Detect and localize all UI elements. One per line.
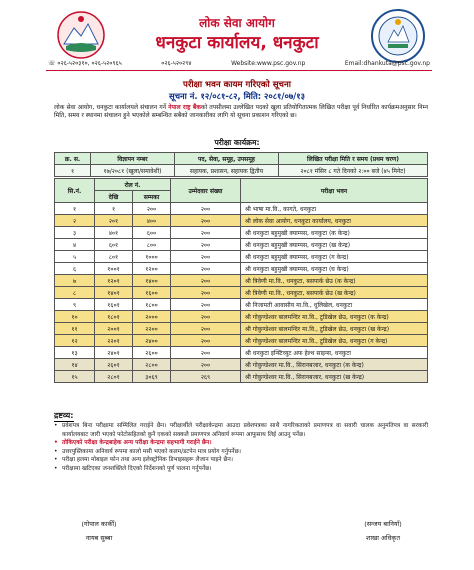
notice-intro	[54, 104, 428, 121]
cell-count: २००	[171, 239, 241, 251]
signatory-title: नायब सुब्बा	[85, 534, 113, 542]
cell-sn: १	[55, 203, 95, 215]
signature-left	[54, 517, 144, 545]
cell-venue: श्री निजामती आवासीय मा.वि., धुलिखेल, धनकुटा	[241, 299, 428, 311]
cell-venue: श्री लोक सेवा आयोग, धनकुटा कार्यालय, धनकुटा	[241, 215, 428, 227]
program-header: लिखित परीक्षा मिति र समय (प्रथम चरण)	[279, 153, 428, 165]
venue-row	[55, 251, 428, 263]
cell-roll-from: १६०१	[95, 299, 133, 311]
header-count: उम्मेदवार संख्या	[171, 179, 241, 203]
cell-roll-from: २००१	[95, 323, 133, 335]
cell-count: २००	[171, 335, 241, 347]
venue-row	[55, 359, 428, 371]
cell-roll-from: २६०१	[95, 359, 133, 371]
org-name-line2: धनकुटा कार्यालय, धनकुटा	[155, 33, 319, 53]
cell-roll-to: २००	[133, 203, 171, 215]
notes-list	[54, 422, 428, 474]
cell-roll-to: १६००	[133, 287, 171, 299]
cell-roll-to: १४००	[133, 275, 171, 287]
cell-count: २००	[171, 323, 241, 335]
cell-count: २००	[171, 311, 241, 323]
venue-row	[55, 287, 428, 299]
email-link[interactable]: Email:dhankuta@psc.gov.np	[344, 59, 430, 67]
cell-roll-from: १२०१	[95, 275, 133, 287]
cell-count: २६९	[171, 371, 241, 383]
cell-sn: ४	[55, 239, 95, 251]
header-divider	[46, 70, 432, 71]
cell-sn: ५	[55, 251, 95, 263]
cell-sn: २	[55, 215, 95, 227]
contact-bar	[48, 58, 430, 68]
cell-sn: १३	[55, 347, 95, 359]
cell-sn: १२	[55, 335, 95, 347]
cell-roll-from: ८०१	[95, 251, 133, 263]
cell-sn: ९	[55, 299, 95, 311]
venue-row	[55, 215, 428, 227]
cell-venue: श्री धनकुटा बहुमुखी क्याम्पस, धनकुटा (ख केन्द्र)	[241, 239, 428, 251]
cell-roll-to: ४००	[133, 215, 171, 227]
cell-roll-from: २४०१	[95, 347, 133, 359]
venue-row	[55, 227, 428, 239]
cell-roll-from: १००१	[95, 263, 133, 275]
cell-roll-from: १८०१	[95, 311, 133, 323]
signature-right	[338, 517, 428, 545]
cell-roll-to: ६००	[133, 227, 171, 239]
cell-count: २००	[171, 275, 241, 287]
cell-count: २००	[171, 263, 241, 275]
venue-row	[55, 203, 428, 215]
cell-count: २००	[171, 203, 241, 215]
cell-roll-to: १०००	[133, 251, 171, 263]
cell-sn: १०	[55, 311, 95, 323]
program-cell: १	[55, 165, 91, 177]
cell-count: २००	[171, 251, 241, 263]
cell-roll-from: ६०१	[95, 239, 133, 251]
cell-venue: श्री धनकुटा बहुमुखी क्याम्पस, धनकुटा (ग केन्द्र)	[241, 251, 428, 263]
cell-sn: ११	[55, 323, 95, 335]
venue-row	[55, 275, 428, 287]
venue-row	[55, 371, 428, 383]
cell-venue: श्री भाषा मा.वि., कागते, धनकुटा	[241, 203, 428, 215]
cell-roll-to: २६००	[133, 347, 171, 359]
program-cell: १७/२०८१ (खुला/समावेशी)	[91, 165, 175, 177]
cell-count: २००	[171, 227, 241, 239]
cell-venue: श्री गोकुण्डेश्वर बालमन्दिर मा.वि., टुडिखेल छेउ, धनकुटा (ख केन्द्र)	[241, 323, 428, 335]
cell-venue: श्री धनकुटा बहुमुखी क्याम्पस, धनकुटा (क केन्द्र)	[241, 227, 428, 239]
intro-text-a: लोक सेवा आयोग, धनकुटा कार्यालयले संचालन गर्ने	[54, 104, 169, 111]
note-item: • प्रवेशपत्र बिना परीक्षामा सम्मिलित गराईने छैन। परीक्षार्थीले परीक्षाकेन्द्रमा आउदा प्रवेशपत्रका साथै नागरिकताको प्रमाणपत्र वा सवारी चालक अनुमतिपत्र वा सरकारी कार्यालयबाट जारी भएको फोटोसहितको कुनै एकको सक्कलै प्रमाणपत्र अनिवार्य रूपमा आफूसाथ लिई आउनु पर्नेछ।	[54, 422, 428, 439]
program-label-text: परीक्षा कार्यक्रम:	[214, 138, 260, 147]
header-roll-to: सम्मका	[133, 191, 171, 203]
exam-venue-table	[54, 178, 428, 383]
cell-venue: श्री गोकुण्डेश्वर बालमन्दिर मा.वि., टुडिखेल छेउ, धनकुटा (क केन्द्र)	[241, 311, 428, 323]
signatory-title: शाखा अधिकृत	[366, 534, 400, 542]
header-venue: परीक्षा भवन	[241, 179, 428, 203]
cell-venue: श्री गोकुण्डेश्वर मा.वि., सिरानबजार, धनकुटा (ख केन्द्र)	[241, 371, 428, 383]
cell-count: २००	[171, 347, 241, 359]
program-cell: सहायक, प्रशासन, सहायक द्वितीय	[175, 165, 279, 177]
cell-count: २००	[171, 299, 241, 311]
intro-text-b: को तपसीलमा उल्लेखित पदको खुला प्रतियोगितात्मक लिखित परीक्षा पूर्व निर्धारित कार्यक्रमअनुसार निम्न मिति, समय र स्थानमा संचालन हुने भएकोले सम्बन्धित सबैको जानकारीका लागि यो सूचना प्रकाशन गरिएको छ।	[54, 104, 429, 120]
cell-venue: श्री त्रिवेणी मा.वि., धनकुटा, बसपार्क छेउ (क केन्द्र)	[241, 275, 428, 287]
phone-numbers: ☏ ०२६-५२०३१०, ०२६-५२०९६५	[48, 60, 122, 67]
venue-row	[55, 311, 428, 323]
signatory-name: (सन्जय बानियाँ)	[364, 520, 402, 528]
venue-row	[55, 347, 428, 359]
program-cell: २०८१ मंसिर ८ गते दिनको २:०० बजे (४५ मिनेट)	[279, 165, 428, 177]
cell-roll-to: २०००	[133, 311, 171, 323]
cell-sn: १५	[55, 371, 95, 383]
cell-roll-from: २२०१	[95, 335, 133, 347]
note-item: • परीक्षा हलमा मोबाइल फोन तथा अन्य इलेक्ट्रोनिक डिभाइसहरू लैजान पाइने छैन।	[54, 456, 428, 465]
cell-roll-to: ८००	[133, 239, 171, 251]
cell-sn: ६	[55, 263, 95, 275]
program-label	[0, 138, 474, 148]
org-name-line1: लोक सेवा आयोग	[199, 16, 275, 30]
cell-count: २००	[171, 359, 241, 371]
notice-title: परीक्षा भवन कायम गरिएको सूचना	[183, 80, 291, 90]
venue-row	[55, 335, 428, 347]
program-header: विज्ञापन नम्बर	[91, 153, 175, 165]
cell-count: २००	[171, 215, 241, 227]
cell-roll-to: ३०६९	[133, 371, 171, 383]
cell-roll-from: १	[95, 203, 133, 215]
cell-roll-from: २०१	[95, 215, 133, 227]
website-link[interactable]: Website:www.psc.gov.np	[231, 59, 306, 67]
note-item: • तोकिएको परीक्षा केन्द्रबाहेक अन्य परीक्षा केन्द्रमा सहभागी गराईने छैन।	[54, 439, 428, 448]
cell-sn: ८	[55, 287, 95, 299]
cell-venue: श्री धनकुटा इन्स्टिच्युट अफ हेल्थ साइन्स, धनकुटा	[241, 347, 428, 359]
header-sn: सि.नं.	[55, 179, 95, 203]
program-table	[54, 152, 428, 177]
note-item: • उत्तरपुस्तिकामा अनिवार्य रूपमा कालो मसी भएको कलम/डटपेन मात्र प्रयोग गर्नुपर्नेछ।	[54, 448, 428, 457]
venue-header-row	[55, 179, 428, 191]
note-item: • परीक्षामा खटिएका जनशक्तिले दिएको निर्देशनको पूर्ण पालना गर्नुपर्नेछ।	[54, 465, 428, 474]
program-header: क्र. स.	[55, 153, 91, 165]
cell-roll-from: २८०१	[95, 371, 133, 383]
signatory-name: (गोपाल कार्की)	[81, 520, 117, 528]
cell-sn: ३	[55, 227, 95, 239]
cell-venue: श्री गोकुण्डेश्वर मा.वि., सिरानबजार, धनकुटा (क केन्द्र)	[241, 359, 428, 371]
cell-roll-to: १२००	[133, 263, 171, 275]
cell-venue: श्री गोकुण्डेश्वर बालमन्दिर मा.वि., टुडिखेल छेउ, धनकुटा (ग केन्द्र)	[241, 335, 428, 347]
cell-venue: श्री धनकुटा बहुमुखी क्याम्पस, धनकुटा (घ केन्द्र)	[241, 263, 428, 275]
cell-roll-to: १८००	[133, 299, 171, 311]
cell-roll-from: १४०१	[95, 287, 133, 299]
venue-table-body	[55, 203, 428, 383]
cell-sn: १४	[55, 359, 95, 371]
cell-roll-from: ४०१	[95, 227, 133, 239]
venue-row	[55, 263, 428, 275]
venue-row	[55, 239, 428, 251]
program-header: पद, सेवा, समूह, उपसमूह	[175, 153, 279, 165]
notes-title: द्रष्टव्य:	[54, 411, 74, 420]
venue-row	[55, 299, 428, 311]
intro-highlight: नेपाल राष्ट्र बैंक	[168, 104, 201, 111]
cell-roll-to: २४००	[133, 335, 171, 347]
header-roll-from: देखि	[95, 191, 133, 203]
cell-venue: श्री त्रिवेणी मा.वि., धनकुटा, बसपार्क छेउ (ख केन्द्र)	[241, 287, 428, 299]
fax-number: ०२६-५२०२९४	[161, 60, 192, 67]
venue-row	[55, 323, 428, 335]
notice-number: सूचना नं. १२/०८१-८२, मिति: २०८१/०७/१३	[169, 91, 305, 101]
cell-roll-to: २८००	[133, 359, 171, 371]
header-roll: रोल नं.	[95, 179, 171, 191]
program-row	[55, 165, 428, 177]
psc-seal-icon	[370, 8, 426, 64]
cell-sn: ७	[55, 275, 95, 287]
cell-roll-to: २२००	[133, 323, 171, 335]
cell-count: २००	[171, 287, 241, 299]
program-header-row	[55, 153, 428, 165]
